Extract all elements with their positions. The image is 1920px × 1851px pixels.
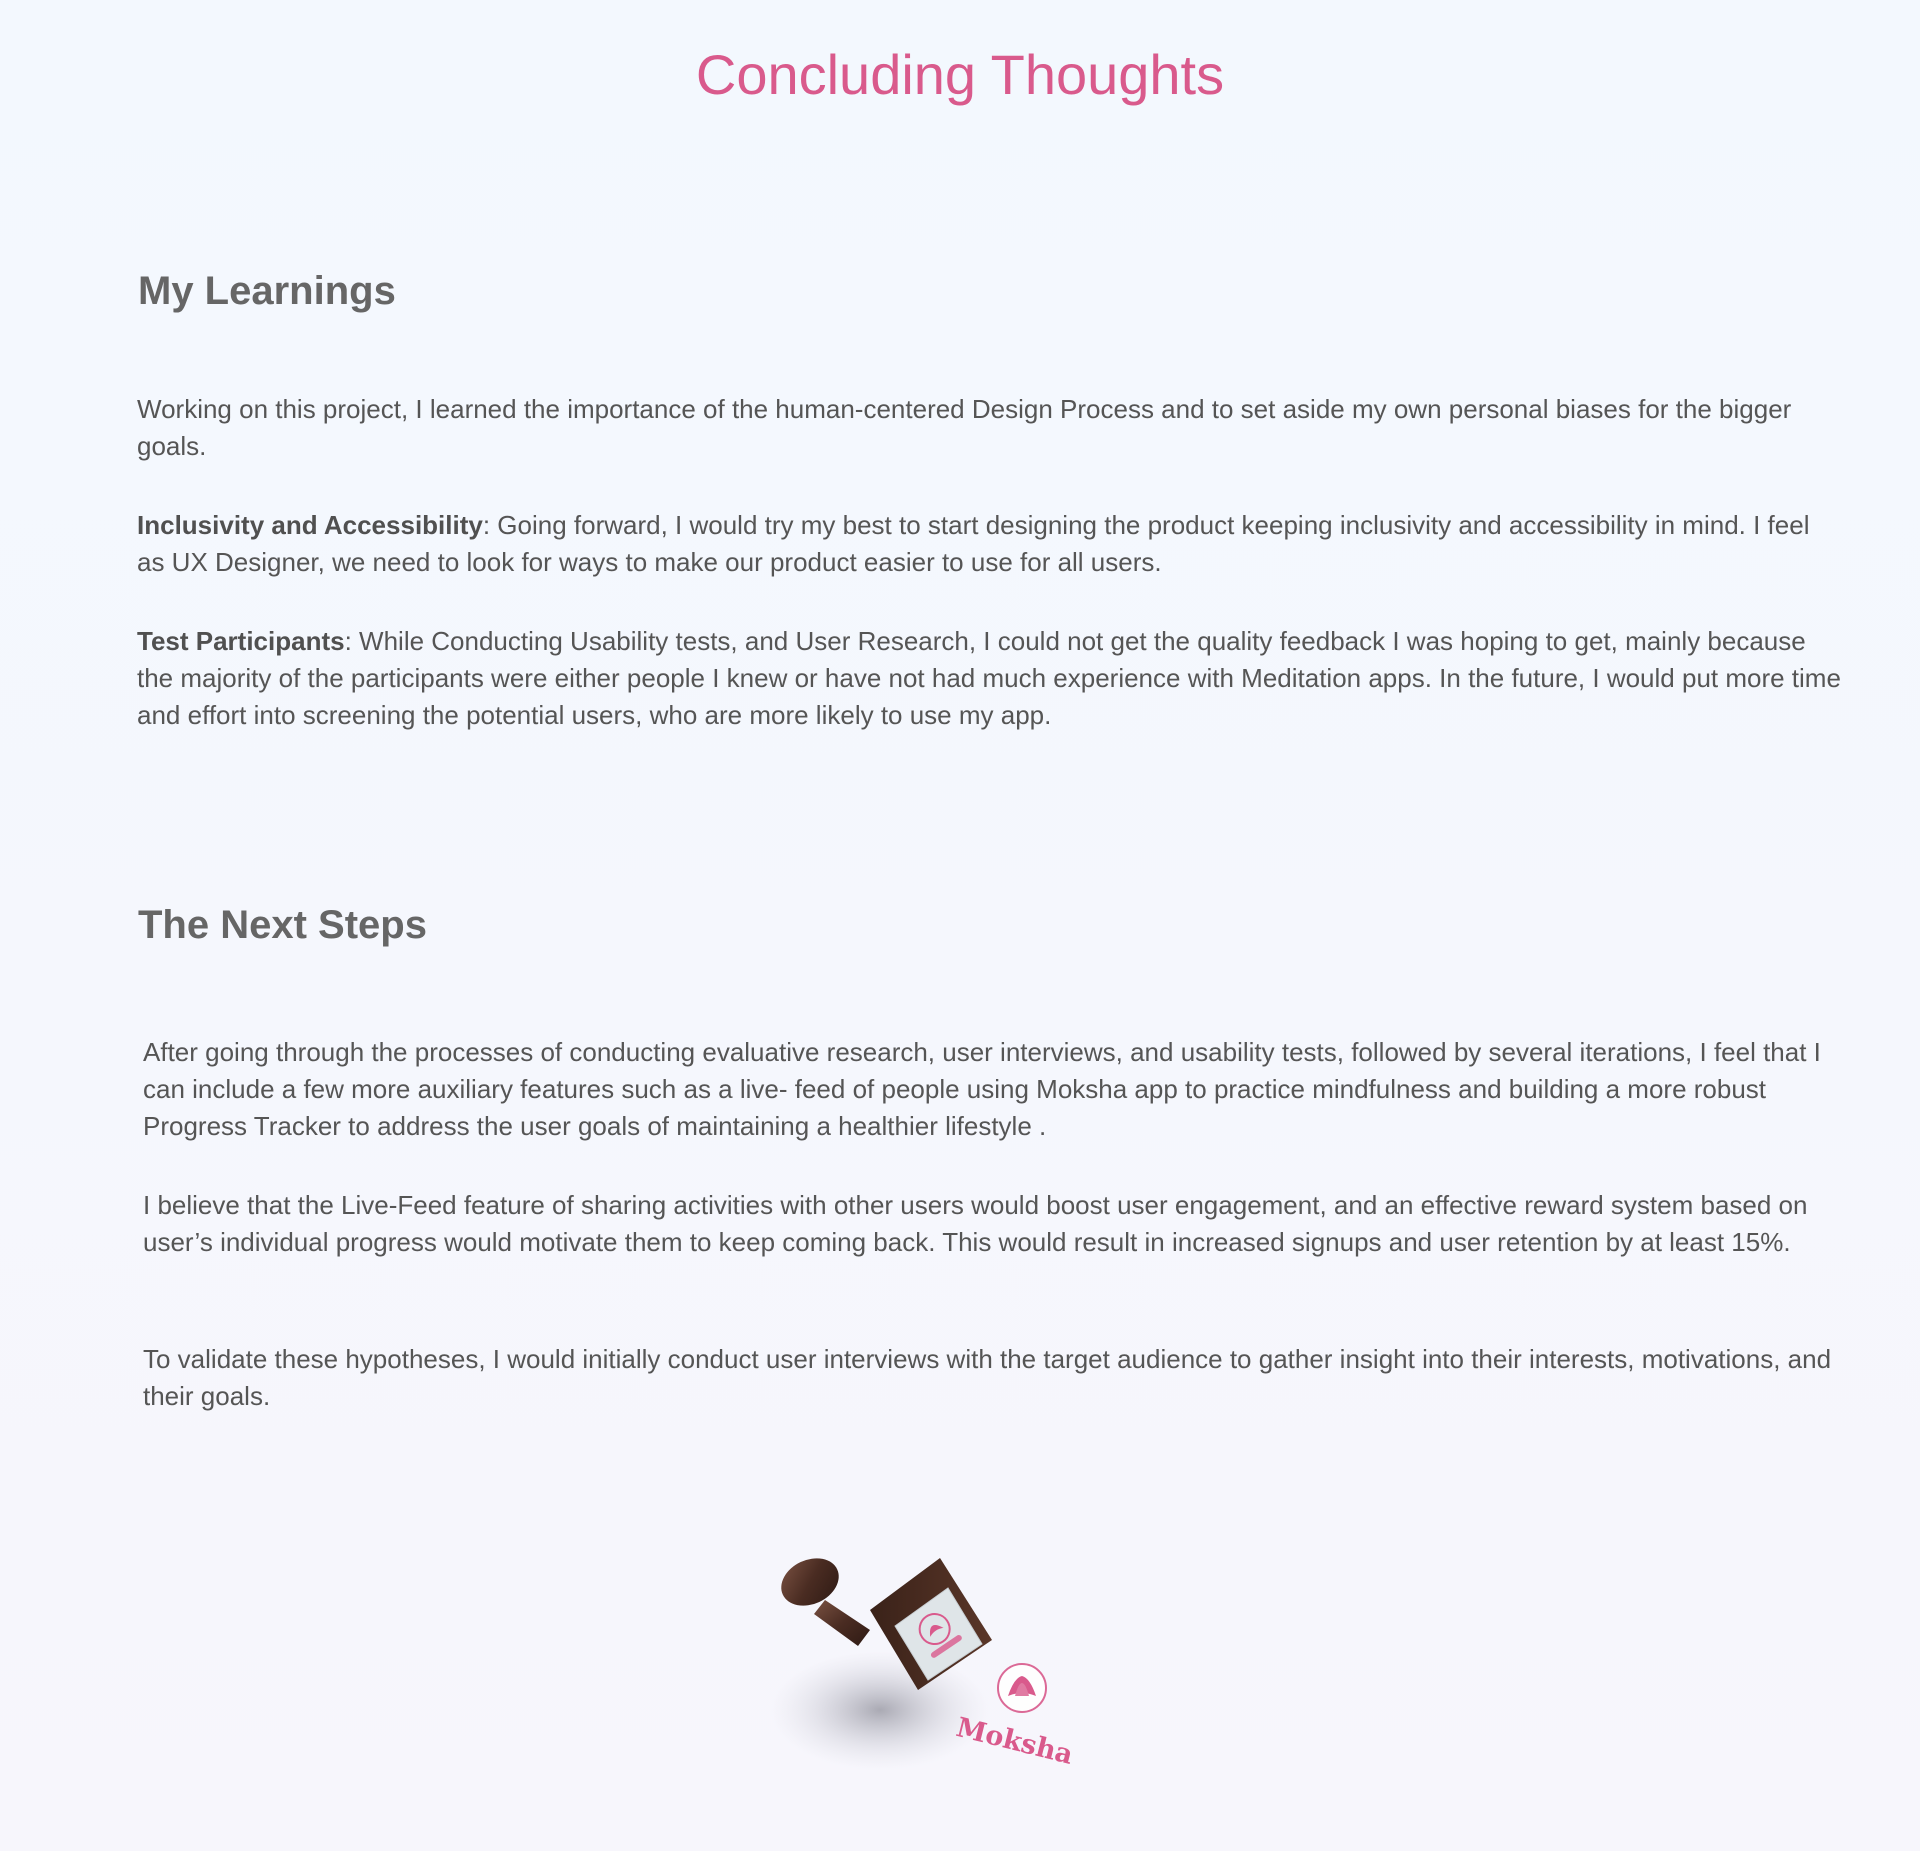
test-participants-label: Test Participants <box>137 626 345 656</box>
page-title: Concluding Thoughts <box>695 43 1225 106</box>
stamp-handle-neck <box>814 1600 870 1646</box>
test-participants-text: : While Conducting Usability tests, and User Research, I could not get the quality feedback I was hoping to get, mainly because the majority of the participants were either people I knew or have not had much experience with Meditation apps. In the future, I would put more time and effort into screening the potential users, who are more likely to use my app. <box>137 626 1841 730</box>
next-steps-paragraph-1: After going through the processes of conducting evaluative research, user interviews, and usability tests, followed by several iterations, I feel that I can include a few more auxiliary features such as a live- feed of people using Moksha app to practice mindfulness and building a more robust Progress Tracker to address the user goals of maintaining a healthier lifestyle . <box>143 1037 1821 1141</box>
inclusivity-text: : Going forward, I would try my best to start designing the product keeping inclusivity and accessibility in mind. I feel as UX Designer, we need to look for ways to make our product easier to use for all users. <box>137 510 1810 577</box>
moksha-brand-text: Moksha <box>953 1712 1077 1771</box>
stamp-handle-knob <box>774 1549 847 1614</box>
next-steps-paragraph-2: I believe that the Live-Feed feature of sharing activities with other users would boost user engagement, and an effective reward system based on user’s individual progress would motivate them to keep coming back. This would result in increased signups and user retention by at least 15%. <box>143 1190 1808 1257</box>
inclusivity-paragraph <box>137 507 1837 581</box>
inclusivity-label: Inclusivity and Accessibility <box>137 510 483 540</box>
learnings-intro-paragraph: Working on this project, I learned the importance of the human-centered Design Process and to set aside my own personal biases for the bigger goals. <box>137 394 1792 461</box>
next-steps-heading: The Next Steps <box>138 903 427 947</box>
rubber-stamp-icon <box>730 1530 1110 1790</box>
next-steps-paragraph-3: To validate these hypotheses, I would initially conduct user interviews with the target audience to gather insight into their interests, motivations, and their goals. <box>143 1344 1832 1411</box>
moksha-stamp-illustration <box>730 1530 1110 1790</box>
stamp-shadow <box>770 1650 990 1770</box>
test-participants-paragraph <box>137 623 1842 734</box>
my-learnings-heading: My Learnings <box>138 269 396 313</box>
